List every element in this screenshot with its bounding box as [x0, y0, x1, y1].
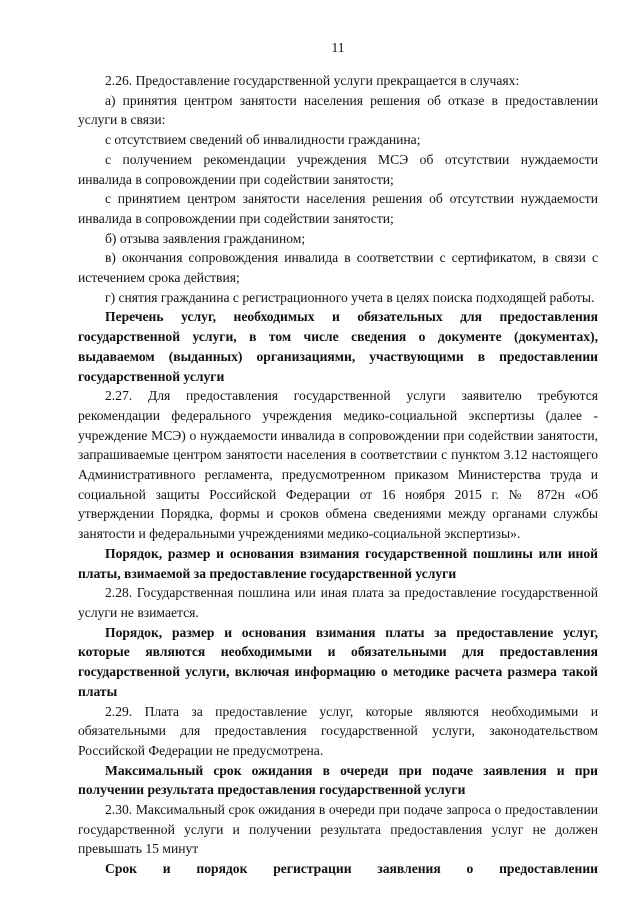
section-heading-queue-time: Максимальный срок ожидания в очереди при подаче заявления и при получении результата предоставления государственной услуги — [78, 762, 598, 798]
section-heading-fee-for-services: Порядок, размер и основания взимания платы за предоставление услуг, которые являются необходимыми и обязательными для предоставления государственной услуги, включая информацию о методике расчета размера такой платы — [78, 624, 598, 699]
paragraph-2-26-b: б) отзыва заявления гражданином; — [105, 230, 306, 246]
paragraph-2-29: 2.29. Плата за предоставление услуг, которые являются необходимыми и обязательными для предоставления государственной услуги, законодательством Российской Федерации не предусмотрена. — [78, 703, 598, 758]
paragraph-2-27: 2.27. Для предоставления государственной услуги заявителю требуются рекомендации федерального учреждения медико-социальной экспертизы (далее - учреждение МСЭ) о нуждаемости инвалида в сопровождении при содействии занятости, запрашиваемые центром занятости населения в соответствии с пунктом 3.12 настоящего Административного регламента, предусмотренном приказом Министерства труда и социальной защиты Российской Федерации от 16 ноября 2015 г. № 872н «Об утверждении Порядка, формы и сроков обмена сведениями между органами службы занятости и федеральными учреждениями медико-социальной экспертизы». — [78, 388, 598, 542]
paragraph-2-26-g: г) снятия гражданина с регистрационного учета в целях поиска подходящей работы. — [105, 289, 595, 305]
document-body — [78, 71, 598, 879]
paragraph-2-26-v: в) окончания сопровождения инвалида в соответствии с сертификатом, в связи с истечением срока действия; — [78, 250, 598, 286]
paragraph-2-26-a-3: с принятием центром занятости населения решения об отсутствии нуждаемости инвалида в сопровождении при содействии занятости; — [78, 191, 598, 226]
section-heading-required-services: Перечень услуг, необходимых и обязательных для предоставления государственной услуги, в том числе сведения о документе (документах), выдаваемом (выданных) организациями, участвующими в предоставлении государственной услуги — [78, 309, 598, 384]
paragraph-2-28: 2.28. Государственная пошлина или иная плата за предоставление государственной услуги не взимается. — [78, 585, 598, 620]
paragraph-2-26: 2.26. Предоставление государственной услуги прекращается в случаях: — [105, 73, 520, 88]
paragraph-2-26-a-1: с отсутствием сведений об инвалидности гражданина; — [105, 132, 421, 148]
section-heading-registration: Срок и порядок регистрации заявления о предоставлении — [105, 861, 598, 877]
paragraph-2-30: 2.30. Максимальный срок ожидания в очереди при подаче запроса о предоставлении государственной услуги и получении результата предоставления услуг не должен превышать 15 минут — [78, 802, 598, 857]
section-heading-state-fee: Порядок, размер и основания взимания государственной пошлины или иной платы, взимаемой за предоставление государственной услуги — [78, 545, 598, 581]
page-number: 11 — [331, 40, 345, 55]
paragraph-2-26-a: а) принятия центром занятости населения решения об отказе в предоставлении услуги в связи: — [78, 92, 598, 128]
paragraph-2-26-a-2: с получением рекомендации учреждения МСЭ об отсутствии нуждаемости инвалида в сопровождении при содействии занятости; — [78, 151, 598, 187]
